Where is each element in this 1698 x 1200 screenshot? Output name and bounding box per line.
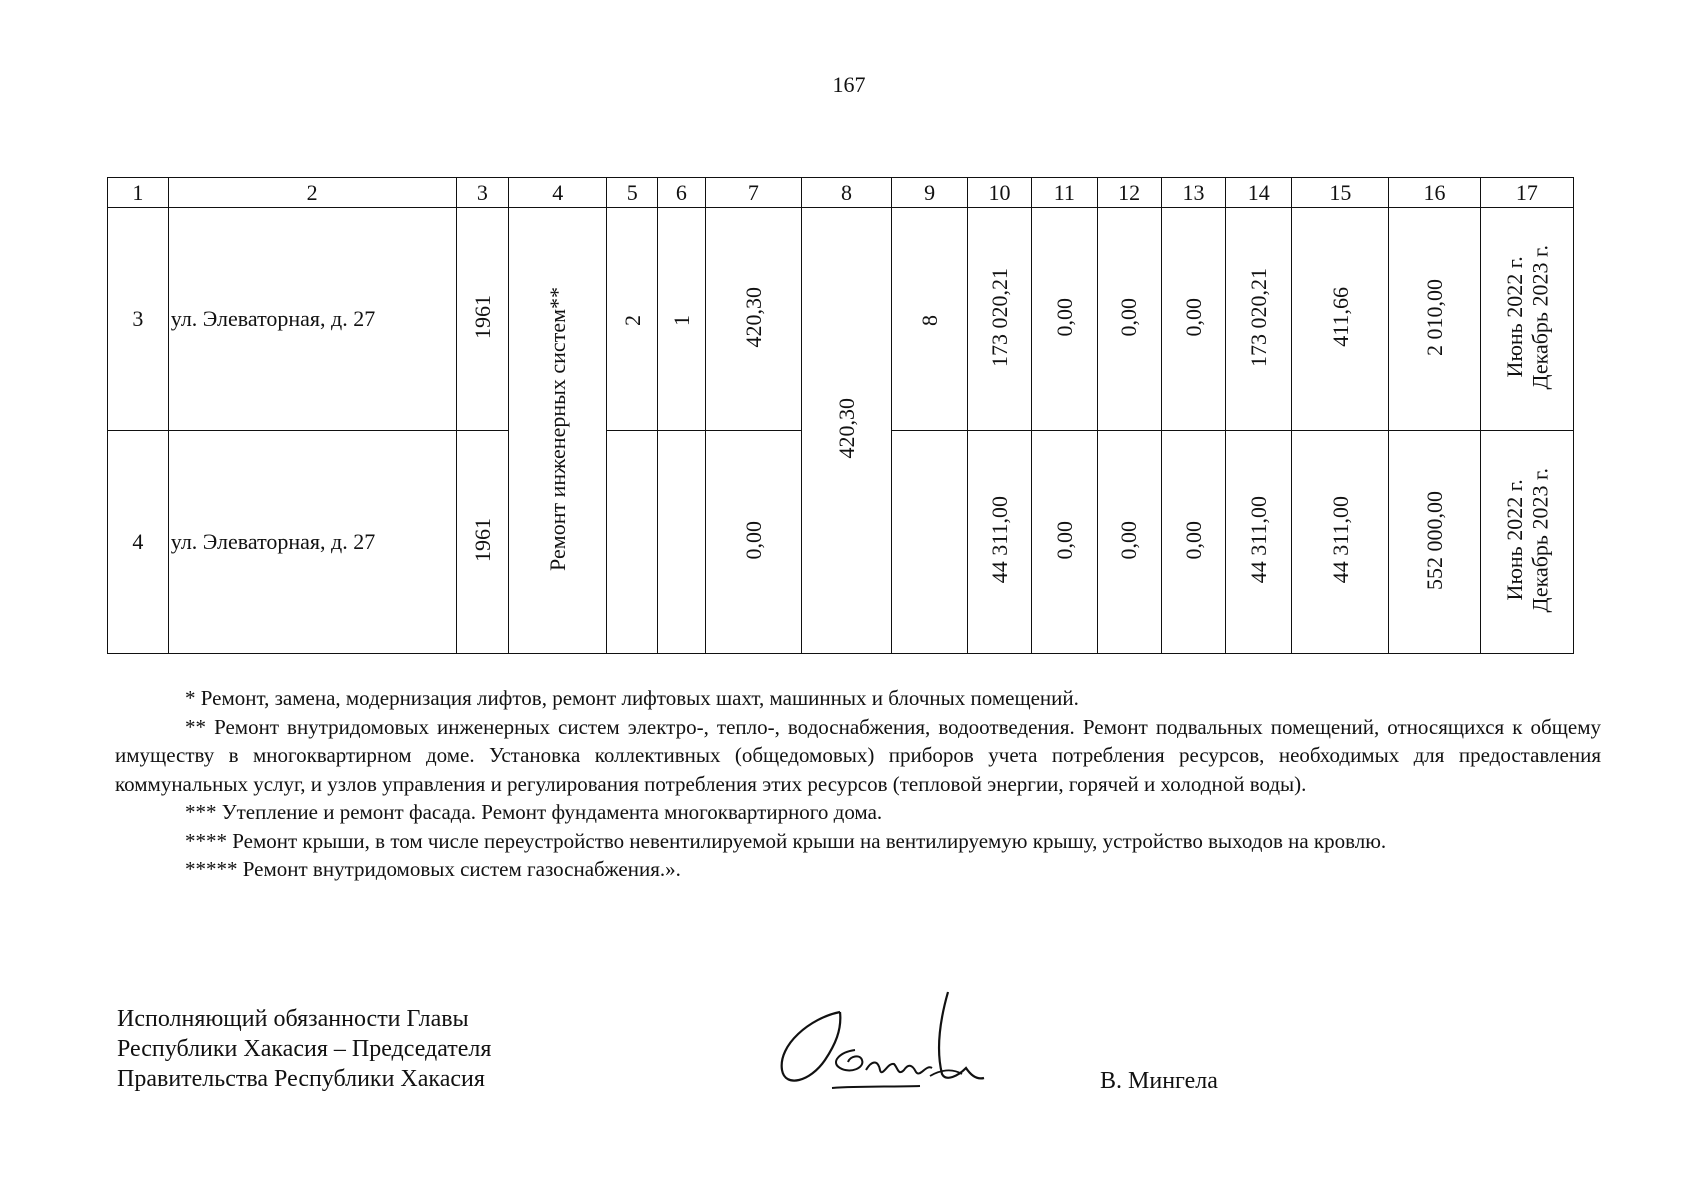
cell-c16 [1389, 208, 1480, 431]
header-cell: 3 [456, 178, 509, 208]
c10-value: 44 311,00 [986, 496, 1012, 584]
year-cell [456, 431, 509, 654]
row-number: 3 [108, 208, 169, 431]
period-end: Декабрь 2023 г. [1526, 244, 1552, 390]
cell-c13 [1161, 431, 1226, 654]
signatory-name: В. Мингела [1100, 1068, 1218, 1094]
work-type-value: Ремонт инженерных систем** [545, 286, 571, 571]
c7-value: 420,30 [740, 286, 766, 348]
handwritten-signature [770, 990, 1010, 1100]
cell-c12 [1097, 208, 1161, 431]
table-row [108, 208, 1574, 431]
cell-c14 [1226, 431, 1292, 654]
header-cell: 7 [705, 178, 801, 208]
c6-value: 1 [668, 315, 694, 326]
footnotes [115, 684, 1601, 884]
header-cell: 12 [1097, 178, 1161, 208]
footnote: ** Ремонт внутридомовых инженерных систем электро-, тепло-, водоснабжения, водоотведения. Ремонт подвальных помещений, относящихся к общему имуществу в многоквартирном доме. Установка коллективных (общедомовых) приборов учета потребления ресурсов, необходимых для предоставления коммунальных услуг, и узлов управления и регулирования потребления этих ресурсов (тепловой энергии, горячей и холодной воды). [115, 714, 1601, 796]
header-cell: 6 [658, 178, 706, 208]
cell-c15 [1292, 431, 1389, 654]
table-header-row [108, 178, 1574, 208]
position-line: Исполняющий обязанности Главы [117, 1006, 469, 1032]
c14-value: 44 311,00 [1246, 496, 1272, 584]
c15-value: 411,66 [1327, 287, 1353, 347]
c11-value: 0,00 [1051, 520, 1077, 560]
cell-c7 [705, 431, 801, 654]
header-cell: 8 [801, 178, 891, 208]
cell-c14 [1226, 208, 1292, 431]
work-type-cell [509, 208, 607, 654]
c5-value: 2 [619, 315, 645, 326]
year-value: 1961 [469, 518, 495, 562]
footnote: *** Утепление и ремонт фасада. Ремонт фундамента многоквартирного дома. [185, 800, 883, 824]
cell-c12 [1097, 431, 1161, 654]
cell-c13 [1161, 208, 1226, 431]
cell-c16 [1389, 431, 1480, 654]
c11-value: 0,00 [1051, 297, 1077, 337]
c13-value: 0,00 [1180, 297, 1206, 337]
cell-c9 [892, 208, 968, 431]
header-cell: 11 [1031, 178, 1097, 208]
position-line: Правительства Республики Хакасия [117, 1066, 485, 1092]
c9-value: 8 [916, 315, 942, 326]
header-cell: 5 [607, 178, 658, 208]
c16-value: 552 000,00 [1421, 490, 1447, 590]
cell-c10 [968, 431, 1032, 654]
period-value [1502, 468, 1553, 612]
footnote: * Ремонт, замена, модернизация лифтов, ремонт лифтовых шахт, машинных и блочных помещений. [185, 686, 1079, 710]
c13-value: 0,00 [1180, 520, 1206, 560]
cell-c17 [1480, 208, 1573, 431]
cell-c9 [892, 431, 968, 654]
cell-c15 [1292, 208, 1389, 431]
header-cell: 9 [892, 178, 968, 208]
address-cell: ул. Элеваторная, д. 27 [168, 208, 456, 431]
header-cell: 17 [1480, 178, 1573, 208]
period-start: Июнь 2022 г. [1501, 256, 1527, 378]
header-cell: 16 [1389, 178, 1480, 208]
cell-c6 [658, 208, 706, 431]
header-cell: 10 [968, 178, 1032, 208]
header-cell: 2 [168, 178, 456, 208]
c12-value: 0,00 [1116, 520, 1142, 560]
c10-value: 173 020,21 [986, 267, 1012, 367]
header-cell: 4 [509, 178, 607, 208]
cell-c6 [658, 431, 706, 654]
header-cell: 1 [108, 178, 169, 208]
period-value [1502, 245, 1553, 389]
period-end: Декабрь 2023 г. [1526, 467, 1552, 613]
c8-value: 420,30 [833, 398, 859, 459]
cell-c11 [1031, 208, 1097, 431]
signatory-position [117, 1004, 491, 1094]
page-number: 167 [832, 72, 866, 97]
c15-value: 44 311,00 [1327, 496, 1353, 584]
position-line: Республики Хакасия – Председателя [117, 1036, 492, 1062]
cell-c5 [607, 431, 658, 654]
c7-value: 0,00 [740, 520, 766, 560]
cell-c7 [705, 208, 801, 431]
period-start: Июнь 2022 г. [1501, 479, 1527, 601]
footnote: ***** Ремонт внутридомовых систем газоснабжения.». [185, 857, 681, 881]
cell-c17 [1480, 431, 1573, 654]
c12-value: 0,00 [1116, 297, 1142, 337]
year-cell [456, 208, 509, 431]
cell-c10 [968, 208, 1032, 431]
cell-c5 [607, 208, 658, 431]
header-cell: 15 [1292, 178, 1389, 208]
cell-c11 [1031, 431, 1097, 654]
c16-value: 2 010,00 [1421, 278, 1447, 356]
header-cell: 13 [1161, 178, 1226, 208]
c14-value: 173 020,21 [1246, 267, 1272, 367]
year-value: 1961 [469, 295, 495, 339]
header-cell: 14 [1226, 178, 1292, 208]
repair-schedule-table [107, 177, 1574, 654]
row-number: 4 [108, 431, 169, 654]
cell-c8 [801, 208, 891, 654]
address-cell: ул. Элеваторная, д. 27 [168, 431, 456, 654]
footnote: **** Ремонт крыши, в том числе переустройство невентилируемой крыши на вентилируемую крышу, устройство выходов на кровлю. [185, 828, 1387, 853]
